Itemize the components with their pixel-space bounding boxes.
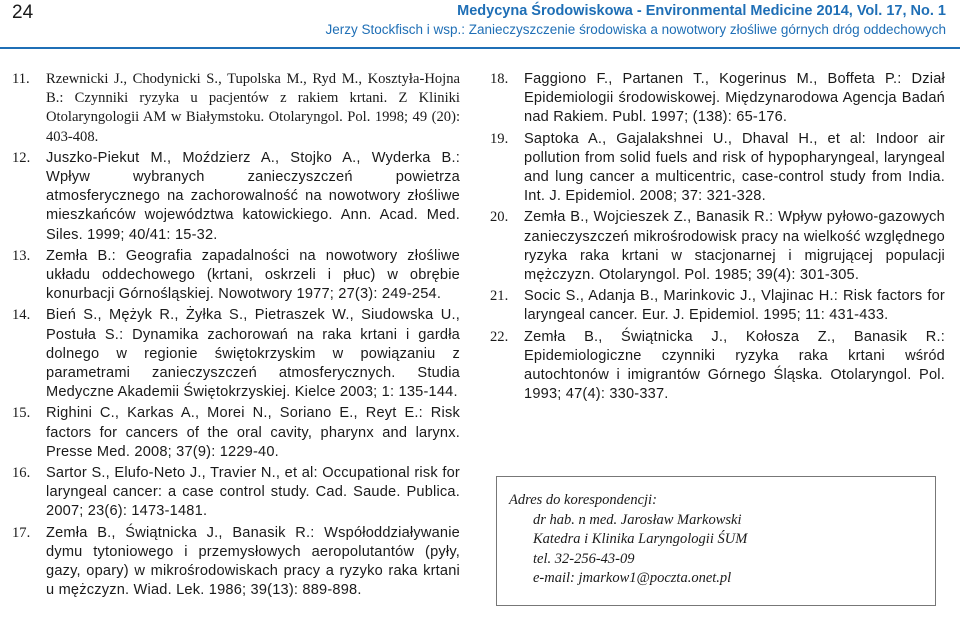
reference-number: 11. [12, 71, 30, 87]
reference-item [12, 306, 460, 402]
reference-item [12, 404, 460, 462]
running-title: Jerzy Stockfisch i wsp.: Zanieczyszczenie środowiska a nowotwory złośliwe górnych dróg oddechowych [325, 22, 946, 37]
reference-number: 20. [490, 209, 509, 226]
reference-item [12, 247, 460, 305]
reference-item [490, 287, 945, 325]
reference-number: 13. [12, 247, 31, 264]
reference-number: 12. [12, 149, 31, 166]
reference-text: Saptoka A., Gajalakshnei U., Dhaval H., et al: Indoor air pollution from solid fuels and risk of hypopharyngeal, laryngeal and lung cancer a multicentric, case-control study from India. Int. J. Epidemiol. 2008; 37: 321-328. [524, 130, 945, 205]
reference-text: Sartor S., Elufo-Neto J., Travier N., et al: Occupational risk for laryngeal cancer: a case control study. Cad. Saude. Publica. 2007; 23(6): 1473-1481. [46, 465, 460, 520]
reference-item [490, 328, 945, 405]
reference-text: Faggiono F., Partanen T., Kogerinus M., Boffeta P.: Dział Epidemiologii środowiskowej. Międzynarodowa Agencja Badań nad Rakiem. Publ. 1997; (138): 65-176. [524, 71, 945, 126]
reference-number: 18. [490, 71, 509, 87]
reference-text: Zemła B.: Geografia zapadalności na nowotwory złośliwe układu oddechowego (krtani, oskrzeli i płuc) w obrębie konurbacji Górnośląskiej. Nowotwory 1977; 27(3): 249-254. [46, 247, 460, 303]
references-right-column [490, 70, 945, 406]
reference-item [12, 524, 460, 601]
correspondence-department: Katedra i Klinika Laryngologii ŚUM [533, 531, 748, 547]
reference-item [490, 70, 945, 128]
reference-number: 16. [12, 465, 31, 482]
correspondence-heading: Adres do korespondencji: [509, 492, 657, 508]
reference-text: Zemła B., Świątnicka J., Banasik R.: Współoddziaływanie dymu tytoniowego i przemysłowych aeropolutantów (pyły, gazy, opary) w mikrośrodowiskach pracy a ryzyko raka krtani u mężczyzn. Wiad. Lek. 1986; 39(13): 889-898. [46, 524, 460, 599]
reference-text: Socic S., Adanja B., Marinkovic J., Vlajinac H.: Risk factors for laryngeal cancer. Eur. J. Epidemiol. 1995; 11: 431-433. [524, 288, 945, 324]
page-header [0, 0, 960, 60]
reference-number: 19. [490, 130, 509, 147]
reference-number: 22. [490, 328, 509, 345]
reference-text: Juszko-Piekut M., Moździerz A., Stojko A., Wyderka B.: Wpływ wybranych zanieczyszczeń powietrza atmosferycznego na zachorowalność na nowotwory złośliwe mieszkańców województwa katowickiego. Ann. Acad. Med. Siles. 1999; 40/41: 15-32. [46, 149, 460, 243]
reference-item [12, 149, 460, 245]
reference-text: Bień S., Mężyk R., Żyłka S., Pietraszek W., Siudowska U., Postuła S.: Dynamika zachorowań na raka krtani i gardła dolnego w regionie świętokrzyskim w powiązaniu z parametrami zanieczyszczeń atmosferycznych. Studia Medyczne Akademii Świętokrzyskiej. Kielce 2003; 1: 135-144. [46, 307, 460, 401]
correspondence-email[interactable]: e-mail: jmarkow1@poczta.onet.pl [533, 570, 732, 586]
page-number: 24 [12, 2, 34, 23]
correspondence-phone: tel. 32-256-43-09 [533, 550, 635, 567]
header-rule [0, 47, 960, 49]
reference-text: Rzewnicki J., Chodynicki S., Tupolska M., Ryd M., Kosztyła-Hojna B.: Czynniki ryzyka u pacjentów z rakiem krtani. Z Kliniki Otolaryngologii AM w Białymstoku. Otolaryngol. Pol. 1998; 49 (20): 403-408. [46, 71, 460, 145]
reference-item [12, 464, 460, 522]
reference-item [490, 130, 945, 207]
reference-number: 17. [12, 524, 31, 541]
reference-number: 14. [12, 307, 31, 324]
journal-title: Medycyna Środowiskowa - Environmental Medicine 2014, Vol. 17, No. 1 [457, 3, 946, 19]
reference-text: Righini C., Karkas A., Morei N., Soriano E., Reyt E.: Risk factors for cancers of the oral cavity, pharynx and larynx. Presse Med. 2008; 37(9): 1229-40. [46, 405, 460, 460]
reference-number: 21. [490, 288, 509, 305]
reference-item [490, 208, 945, 285]
correspondence-box [496, 476, 936, 606]
reference-text: Zemła B., Świątnicka J., Kołosza Z., Banasik R.: Epidemiologiczne czynniki ryzyka raka krtani wśród autochtonów i imigrantów Górnego Śląska. Otolaryngol. Pol. 1993; 47(4): 330-337. [524, 328, 945, 403]
correspondence-name: dr hab. n med. Jarosław Markowski [533, 511, 742, 528]
references-left-column [12, 70, 460, 602]
reference-item [12, 70, 460, 147]
reference-text: Zemła B., Wojcieszek Z., Banasik R.: Wpływ pyłowo-gazowych zanieczyszczeń mikrośrodowisk pracy na wielkość względnego ryzyka raka krtani w stacjonarnej i migrującej populacji mężczyzn. Otolaryngol. Pol. 1985; 39(4): 301-305. [524, 209, 945, 284]
reference-number: 15. [12, 405, 31, 422]
